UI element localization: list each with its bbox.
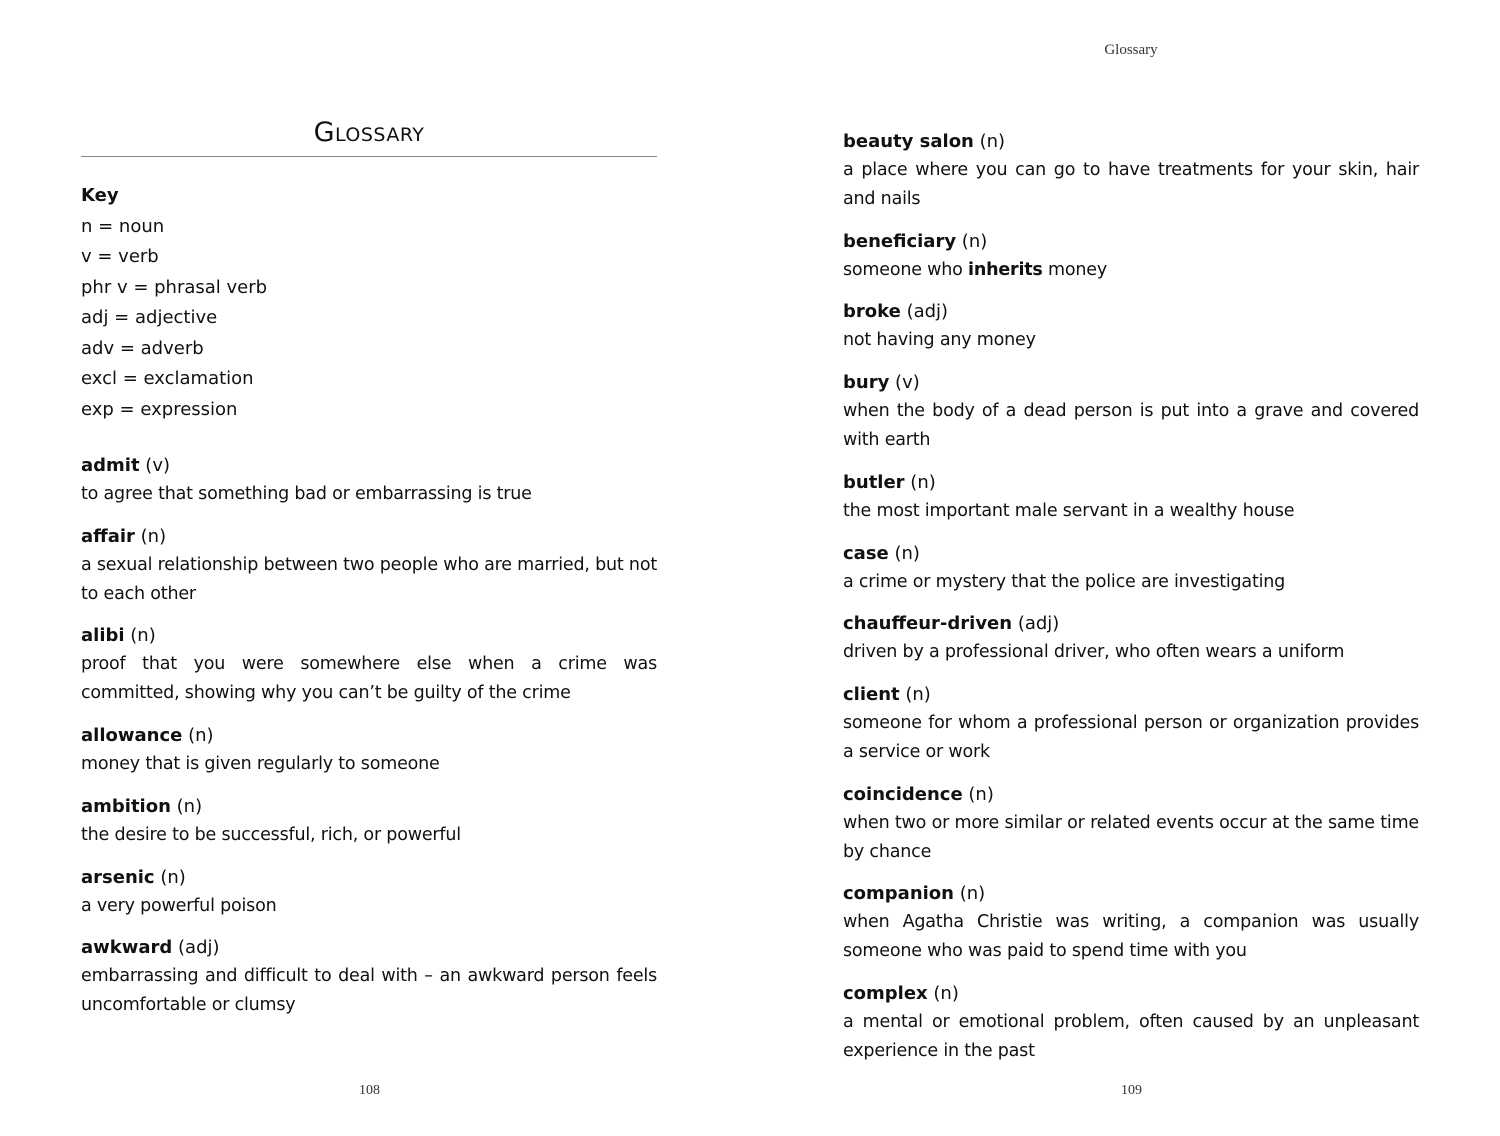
definition: proof that you were somewhere else when a crime was committed, showing why you can’t be guilty of the crime <box>81 654 657 704</box>
page-number-left: 108 <box>359 1083 380 1098</box>
definition: to agree that something bad or embarrassing is true <box>81 484 532 504</box>
part-of-speech: (n) <box>176 795 203 817</box>
definition: a sexual relationship between two people who are married, but not to each other <box>81 554 657 604</box>
headword: awkward <box>81 937 173 959</box>
part-of-speech: (n) <box>961 230 988 252</box>
definition-text: someone who <box>843 259 969 280</box>
emphasized-term: inherits <box>968 259 1043 280</box>
definition: driven by a professional driver, who often wears a uniform <box>843 642 1345 663</box>
definition: someone for whom a professional person or organization provides a service or work <box>843 713 1419 762</box>
definition: a mental or emotional problem, often caused by an unpleasant experience in the past <box>843 1011 1419 1061</box>
left-page <box>81 0 657 1136</box>
headword: beauty salon <box>843 131 974 152</box>
key-line: adj = adjective <box>81 307 218 328</box>
key-line: excl = exclamation <box>81 368 254 389</box>
abbreviation-key <box>81 181 657 425</box>
headword: beneficiary <box>843 230 957 252</box>
key-line: n = noun <box>81 215 165 237</box>
part-of-speech: (n) <box>979 131 1006 152</box>
right-page <box>843 0 1419 1136</box>
definition: the most important male servant in a wealthy house <box>843 500 1295 521</box>
headword: affair <box>81 525 135 547</box>
part-of-speech: (adj) <box>1017 613 1060 635</box>
glossary-entry <box>81 451 657 509</box>
running-head: Glossary <box>1104 42 1158 58</box>
definition <box>843 256 1419 285</box>
part-of-speech: (adj) <box>906 301 949 323</box>
part-of-speech: (n) <box>188 724 214 746</box>
glossary-entry <box>843 780 1419 867</box>
definition: the desire to be successful, rich, or powerful <box>81 824 461 845</box>
glossary-entries-left <box>81 451 657 1033</box>
headword: chauffeur-driven <box>843 613 1013 635</box>
headword: alibi <box>81 625 125 647</box>
headword: ambition <box>81 795 171 817</box>
part-of-speech: (n) <box>910 471 936 493</box>
glossary-entry <box>843 468 1419 526</box>
part-of-speech: (adj) <box>178 937 220 959</box>
definition: when two or more similar or related events occur at the same time by chance <box>843 812 1419 862</box>
headword: bury <box>843 372 890 394</box>
glossary-entry <box>843 539 1419 597</box>
glossary-entry <box>843 680 1419 767</box>
glossary-entry <box>843 227 1419 285</box>
part-of-speech: (n) <box>905 684 931 706</box>
definition: a crime or mystery that the police are investigating <box>843 571 1286 592</box>
part-of-speech: (n) <box>933 982 959 1004</box>
definition: money that is given regularly to someone <box>81 753 440 774</box>
page-number-right: 109 <box>1121 1083 1142 1098</box>
glossary-entry <box>81 721 657 779</box>
headword: coincidence <box>843 783 963 805</box>
definition: when Agatha Christie was writing, a companion was usually someone who was paid to spend time with you <box>843 912 1419 962</box>
title-rule <box>81 156 657 157</box>
glossary-entry <box>81 863 657 921</box>
headword: complex <box>843 982 928 1004</box>
glossary-entry <box>843 297 1419 355</box>
definition: when the body of a dead person is put into a grave and covered with earth <box>843 401 1419 450</box>
key-line: adv = adverb <box>81 337 204 359</box>
key-heading: Key <box>81 185 119 206</box>
definition: a very powerful poison <box>81 895 277 916</box>
glossary-entry <box>843 127 1419 214</box>
part-of-speech: (n) <box>968 783 994 805</box>
definition: embarrassing and difficult to deal with – an awkward person feels uncomfortable or clumsy <box>81 966 657 1016</box>
headword: case <box>843 542 889 564</box>
headword: admit <box>81 455 140 476</box>
glossary-entry <box>843 609 1419 667</box>
part-of-speech: (n) <box>160 866 186 888</box>
headword: allowance <box>81 724 183 746</box>
part-of-speech: (v) <box>145 455 170 476</box>
part-of-speech: (n) <box>959 883 986 905</box>
glossary-entry <box>843 879 1419 966</box>
definition: not having any money <box>843 330 1036 351</box>
part-of-speech: (n) <box>140 525 167 547</box>
key-line: v = verb <box>81 246 159 267</box>
glossary-entry <box>843 979 1419 1066</box>
headword: companion <box>843 883 954 905</box>
key-line: phr v = phrasal verb <box>81 276 268 298</box>
glossary-entry <box>81 933 657 1020</box>
headword: arsenic <box>81 866 155 888</box>
definition-text: money <box>1042 259 1107 280</box>
glossary-entry <box>843 368 1419 455</box>
glossary-entry <box>81 522 657 609</box>
headword: broke <box>843 301 901 323</box>
key-line: exp = expression <box>81 398 238 420</box>
part-of-speech: (n) <box>130 625 156 647</box>
part-of-speech: (v) <box>895 372 920 394</box>
glossary-entry <box>81 621 657 708</box>
headword: client <box>843 684 900 706</box>
glossary-entries-right <box>843 127 1419 1079</box>
definition: a place where you can go to have treatments for your skin, hair and nails <box>843 160 1419 209</box>
part-of-speech: (n) <box>894 542 920 564</box>
glossary-entry <box>81 792 657 850</box>
headword: butler <box>843 471 905 493</box>
chapter-title: Glossary <box>313 117 425 148</box>
